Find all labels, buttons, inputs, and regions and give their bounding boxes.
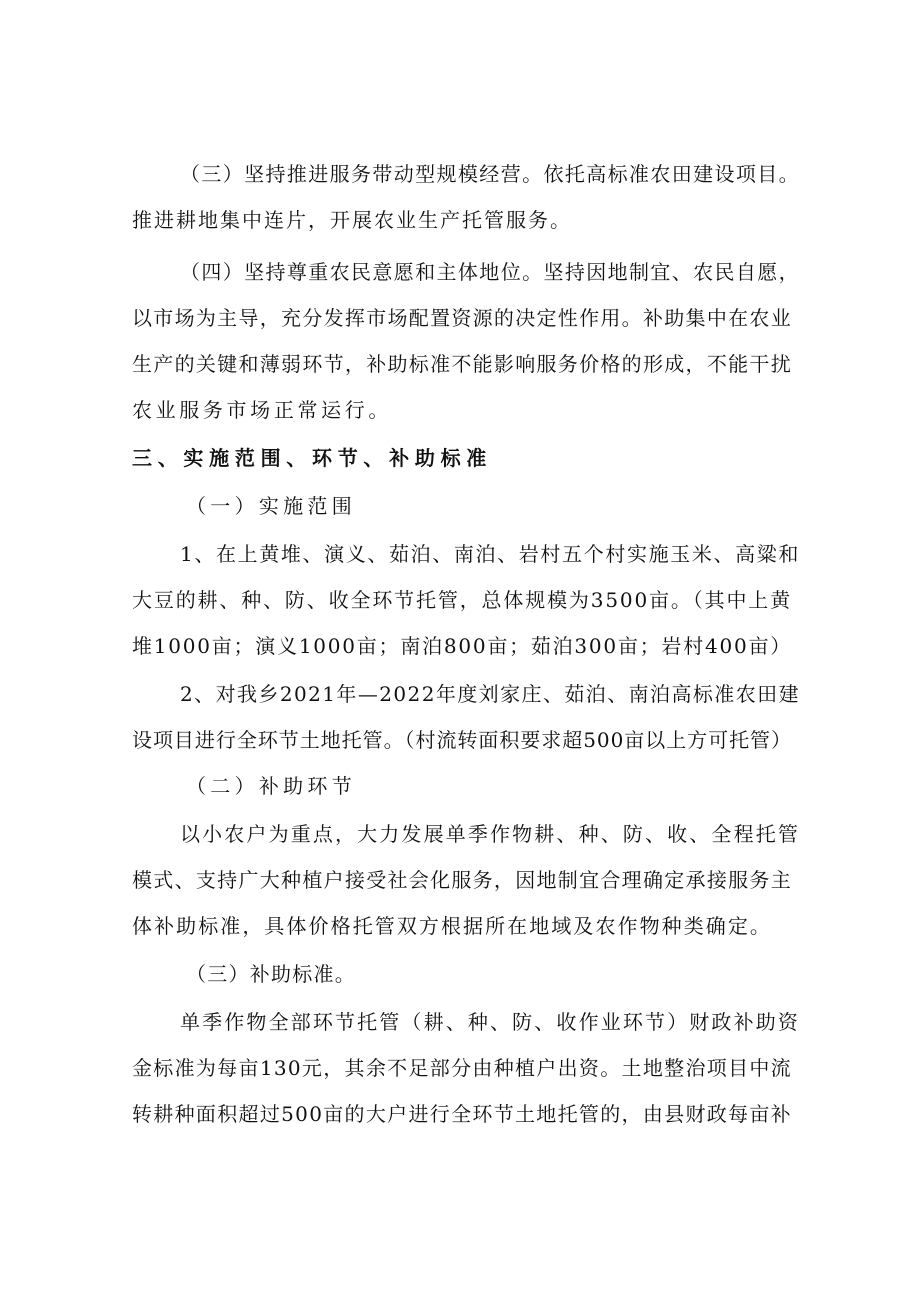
paragraph-line: 2、对我乡2021年—2022年度刘家庄、茹泊、南泊高标准农田建: [180, 682, 800, 706]
paragraph-line: 生产的关键和薄弱环节，补助标准不能影响服务价格的形成，不能干扰: [132, 352, 792, 376]
paragraph-line: 体补助标准，具体价格托管双方根据所在地域及农作物种类确定。: [132, 914, 772, 938]
paragraph-line: 转耕种面积超过500亩的大户进行全环节土地托管的，由县财政每亩补: [132, 1102, 792, 1126]
subsection-heading: （二）补助环节: [186, 774, 356, 798]
paragraph-line: 农业服务市场正常运行。: [132, 398, 392, 422]
subsection-heading: （一）实施范围: [186, 494, 356, 518]
paragraph-line: 1、在上黄堆、演义、茹泊、南泊、岩村五个村实施玉米、高粱和: [180, 542, 800, 566]
paragraph-line: （三）坚持推进服务带动型规模经营。依托高标准农田建设项目。: [180, 162, 800, 186]
section-heading: 三、实施范围、环节、补助标准: [132, 446, 492, 470]
paragraph-line: （四）坚持尊重农民意愿和主体地位。坚持因地制宜、农民自愿，: [180, 260, 800, 284]
paragraph-line: 推进耕地集中连片，开展农业生产托管服务。: [132, 208, 572, 232]
subsection-heading: （三）补助标准。: [186, 962, 356, 986]
paragraph-line: 金标准为每亩130元，其余不足部分由种植户出资。土地整治项目中流: [132, 1056, 792, 1080]
paragraph-line: 设项目进行全环节土地托管。（村流转面积要求超500亩以上方可托管）: [132, 728, 792, 752]
paragraph-line: 模式、支持广大种植户接受社会化服务，因地制宜合理确定承接服务主: [132, 868, 792, 892]
paragraph-line: 以小农户为重点，大力发展单季作物耕、种、防、收、全程托管: [180, 822, 800, 846]
paragraph-line: 以市场为主导，充分发挥市场配置资源的决定性作用。补助集中在农业: [132, 306, 792, 330]
paragraph-line: 单季作物全部环节托管（耕、种、防、收作业环节）财政补助资: [180, 1010, 800, 1034]
paragraph-line: 大豆的耕、种、防、收全环节托管，总体规模为3500亩。（其中上黄: [132, 588, 792, 612]
paragraph-line: 堆1000亩；演义1000亩；南泊800亩；茹泊300亩；岩村400亩）: [132, 634, 792, 658]
